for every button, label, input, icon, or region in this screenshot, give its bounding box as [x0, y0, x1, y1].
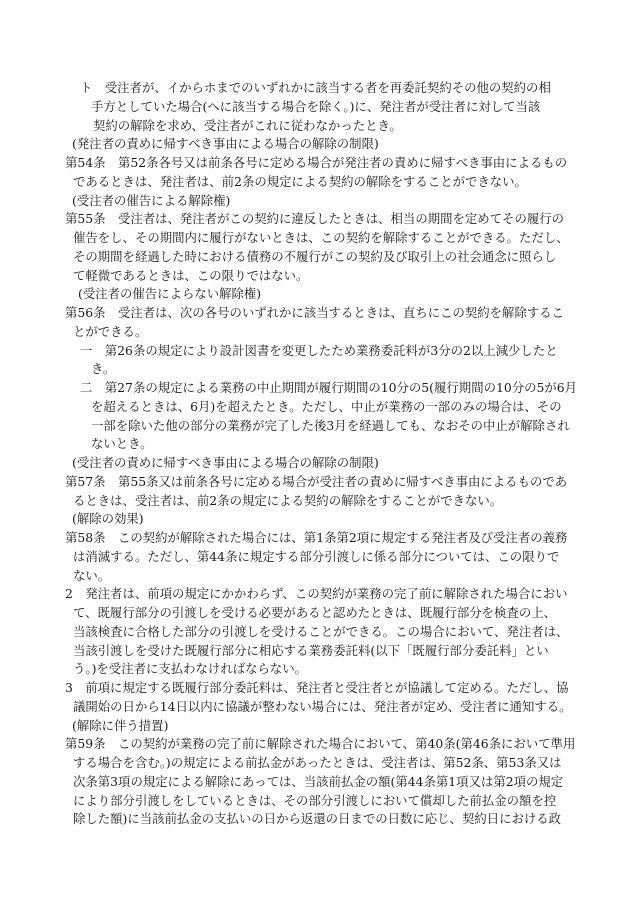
text-line: 手方としていた場合(へに該当する場合を除く。)に、発注者が受注者に対して当該	[91, 98, 541, 114]
text-line: 二 第27条の規定による業務の中止期間が履行期間の10分の5(履行期間の10分の5が6月	[80, 380, 578, 395]
text-line: は消滅する。ただし、第44条に規定する部分引渡しに係る部分については、この限りで	[73, 548, 560, 564]
text-line: とができる。	[73, 323, 148, 339]
text-lines	[65, 79, 600, 829]
text-line: (解除の効果)	[72, 511, 144, 527]
text-line: 第59条 この契約が業務の完了前に解除された場合において、第40条(第46条において準用	[65, 736, 576, 752]
text-line: 議開始の日から14日以内に協議が整わない場合には、発注者が定め、受注者に通知する。	[73, 698, 572, 714]
text-line: 第54条 第52条各号又は前条各号に定める場合が発注者の責めに帰すべき事由によるもの	[65, 155, 568, 170]
text-line: ないとき。	[91, 436, 153, 452]
text-line: 一 第26条の規定により設計図書を変更したため業務委託料が3分の2以上減少したと	[80, 342, 558, 358]
text-line: する場合を含む。)の規定による前払金があったときは、受注者は、第52条、第53条又は	[73, 755, 562, 770]
text-line: (解除に伴う措置)	[72, 717, 169, 733]
text-line: 3 前項に規定する既履行部分委託料は、発注者と受注者とが協議して定める。ただし、協	[65, 680, 569, 695]
text-line: (発注者の責めに帰すべき事由による場合の解除の制限)	[72, 136, 379, 152]
text-line: て軽微であるときは、この限りではない。	[73, 267, 309, 283]
text-line: を超えるときは、6月)を超えたとき。ただし、中止が業務の一部のみの場合は、その	[91, 398, 562, 414]
text-line: ト 受注者が、イからホまでのいずれかに該当する者を再委託契約その他の契約の相	[80, 80, 551, 95]
text-line: 第55条 受注者は、発注者がこの契約に違反したときは、相当の期間を定めてその履行の	[65, 211, 565, 227]
text-line: 催告をし、その期間内に履行がないときは、この契約を解除することができる。ただし、	[73, 230, 569, 245]
text-line: 第56条 受注者は、次の各号のいずれかに該当するときは、直ちにこの契約を解除するこ	[65, 305, 565, 320]
text-line: 第57条 第55条又は前条各号に定める場合が受注者の責めに帰すべき事由によるものであ	[65, 473, 568, 489]
text-line: 除した額)に当該前払金の支払いの日から返還の日までの日数に応じ、契約日における政	[73, 811, 562, 827]
text-line: るときは、受注者は、前2条の規定による契約の解除をすることができない。	[73, 492, 503, 508]
text-line: (受注者の催告によらない解除権)	[78, 286, 262, 302]
text-line: であるときは、発注者は、前2条の規定による契約の解除をすることができない。	[73, 173, 527, 189]
text-line: ない。	[73, 567, 111, 583]
text-line: 一部を除いた他の部分の業務が完了した後3月を経過しても、なおその中止が解除され	[91, 417, 570, 433]
text-line: 第58条 この契約が解除された場合には、第1条第2項に規定する発注者及び受注者の義務	[65, 530, 568, 545]
text-line: 2 発注者は、前項の規定にかかわらず、この契約が業務の完了前に解除された場合におい	[65, 586, 568, 602]
text-line: (受注者の催告による解除権)	[72, 192, 231, 208]
text-line: 契約の解除を求め、受注者がこれに従わなかったとき。	[93, 117, 402, 133]
text-line: (受注者の責めに帰すべき事由による場合の解除の制限)	[72, 455, 379, 470]
text-line: 次条第3項の規定による解除にあっては、当該前払金の額(第44条第1項又は第2項の規定	[73, 773, 564, 789]
text-line: 当該引渡しを受けた既履行部分に相応する業務委託料(以下「既履行部分委託料」とい	[73, 642, 549, 658]
text-line: う。)を受注者に支払わなければならない。	[73, 661, 308, 677]
text-line: て、既履行部分の引渡しを受ける必要があると認めたときは、既履行部分を検査の上、	[73, 605, 556, 620]
text-line: により部分引渡しをしているときは、その部分引渡しにおいて償却した前払金の額を控	[73, 792, 557, 808]
text-line: 当該検査に合格した部分の引渡しを受けることができる。この場合において、発注者は、	[73, 623, 569, 639]
text-line: き。	[91, 361, 116, 377]
text-line: その期間を経過した時における債務の不履行がこの契約及び取引上の社会通念に照らし	[73, 248, 557, 264]
